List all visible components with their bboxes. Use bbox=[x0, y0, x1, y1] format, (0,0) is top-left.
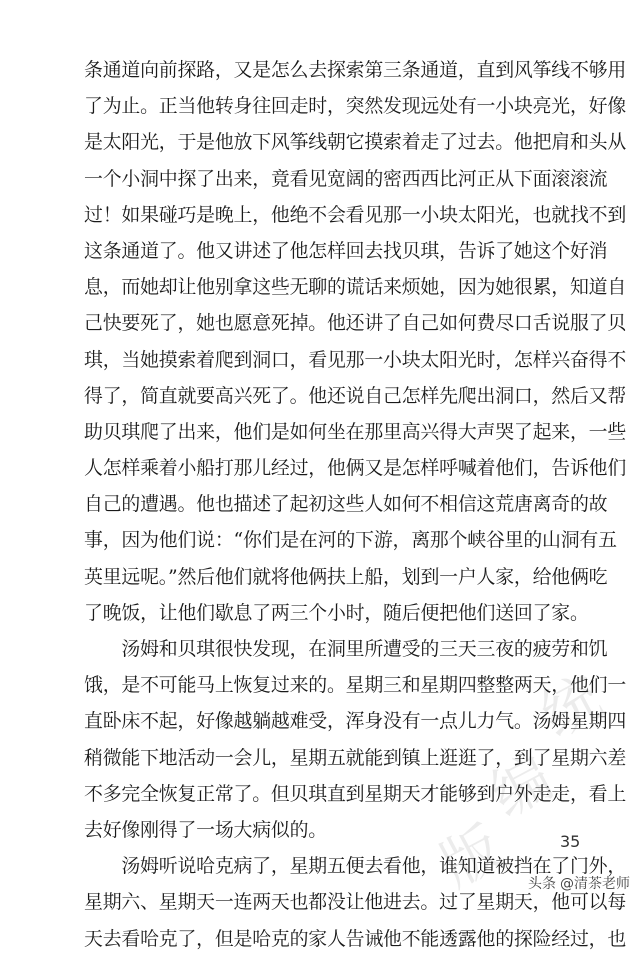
text-line: 去好像刚得了一场大病似的。 bbox=[84, 818, 327, 841]
text-line: 天去看哈克了，但是哈克的家人告诫他不能透露他的探险经过，也 bbox=[84, 927, 627, 950]
text-line: 这条通道了。他又讲述了他怎样回去找贝琪，告诉了她这个好消 bbox=[84, 239, 608, 262]
text-line: 英里远呢。”然后他们就将他俩扶上船，划到一户人家，给他俩吃 bbox=[84, 565, 608, 588]
text-line: 得了，简直就要高兴死了。他还说自己怎样先爬出洞口，然后又帮 bbox=[84, 384, 627, 407]
source-author: @清茶老师 bbox=[560, 876, 630, 892]
text-line: 过！如果碰巧是晚上，他绝不会看见那一小块太阳光，也就找不到 bbox=[84, 203, 627, 226]
text-line: 稍微能下地活动一会儿，星期五就能到镇上逛逛了，到了星期六差 bbox=[84, 746, 627, 769]
text-line: 琪，当她摸索着爬到洞口，看见那一小块太阳光时，怎样兴奋得不 bbox=[84, 348, 627, 371]
text-line: 是太阳光，于是他放下风筝线朝它摸索着走了过去。他把肩和头从 bbox=[84, 131, 627, 154]
watermark-char: 版 bbox=[429, 812, 513, 901]
page-number: 35 bbox=[560, 832, 581, 851]
text-line: 汤姆听说哈克病了，星期五便去看他，谁知道被挡在了门外， bbox=[84, 855, 627, 878]
source-logo: 头条 bbox=[528, 876, 556, 892]
text-line: 条通道向前探路，又是怎么去探索第三条通道，直到风筝线不够用 bbox=[84, 59, 627, 81]
text-line: 助贝琪爬了出来，他们是如何坐在那里高兴得大声哭了起来，一些 bbox=[84, 420, 627, 443]
text-line: 自己的遭遇。他也描述了起初这些人如何不相信这荒唐离奇的故 bbox=[84, 493, 608, 516]
text-line: 己快要死了，她也愿意死掉。他还讲了自己如何费尽口舌说服了贝 bbox=[84, 312, 627, 335]
text-line: 饿，是不可能马上恢复过来的。星期三和星期四整整两天，他们一 bbox=[84, 674, 627, 697]
text-line: 事，因为他们说：“你们是在河的下游，离那个峡谷里的山洞有五 bbox=[84, 529, 617, 552]
text-line: 直卧床不起，好像越躺越难受，浑身没有一点儿力气。汤姆星期四 bbox=[84, 710, 627, 733]
text-line: 星期六、星期天一连两天也都没让他进去。过了星期天，他可以每 bbox=[84, 891, 627, 914]
watermark-char: 统 bbox=[529, 662, 613, 751]
text-line: 了晚饭，让他们歇息了两三个小时，随后便把他们送回了家。 bbox=[84, 601, 589, 624]
text-line: 人怎样乘着小船打那儿经过，他俩又是怎样呼喊着他们，告诉他们 bbox=[84, 457, 627, 480]
text-line: 息，而她却让他别拿这些无聊的谎话来烦她，因为她很累，知道自 bbox=[84, 276, 627, 299]
text-line: 了为止。正当他转身往回走时，突然发现远处有一小块亮光，好像 bbox=[84, 95, 627, 118]
source-credit bbox=[528, 873, 630, 893]
text-line: 不多完全恢复正常了。但贝琪直到星期天才能够到户外走走，看上 bbox=[84, 782, 627, 805]
watermark-char: 编 bbox=[479, 742, 563, 831]
text-line: 汤姆和贝琪很快发现，在洞里所遭受的三天三夜的疲劳和饥 bbox=[84, 638, 608, 660]
text-line: 一个小洞中探了出来，竟看见宽阔的密西西比河正从下面滚滚流 bbox=[84, 167, 608, 190]
